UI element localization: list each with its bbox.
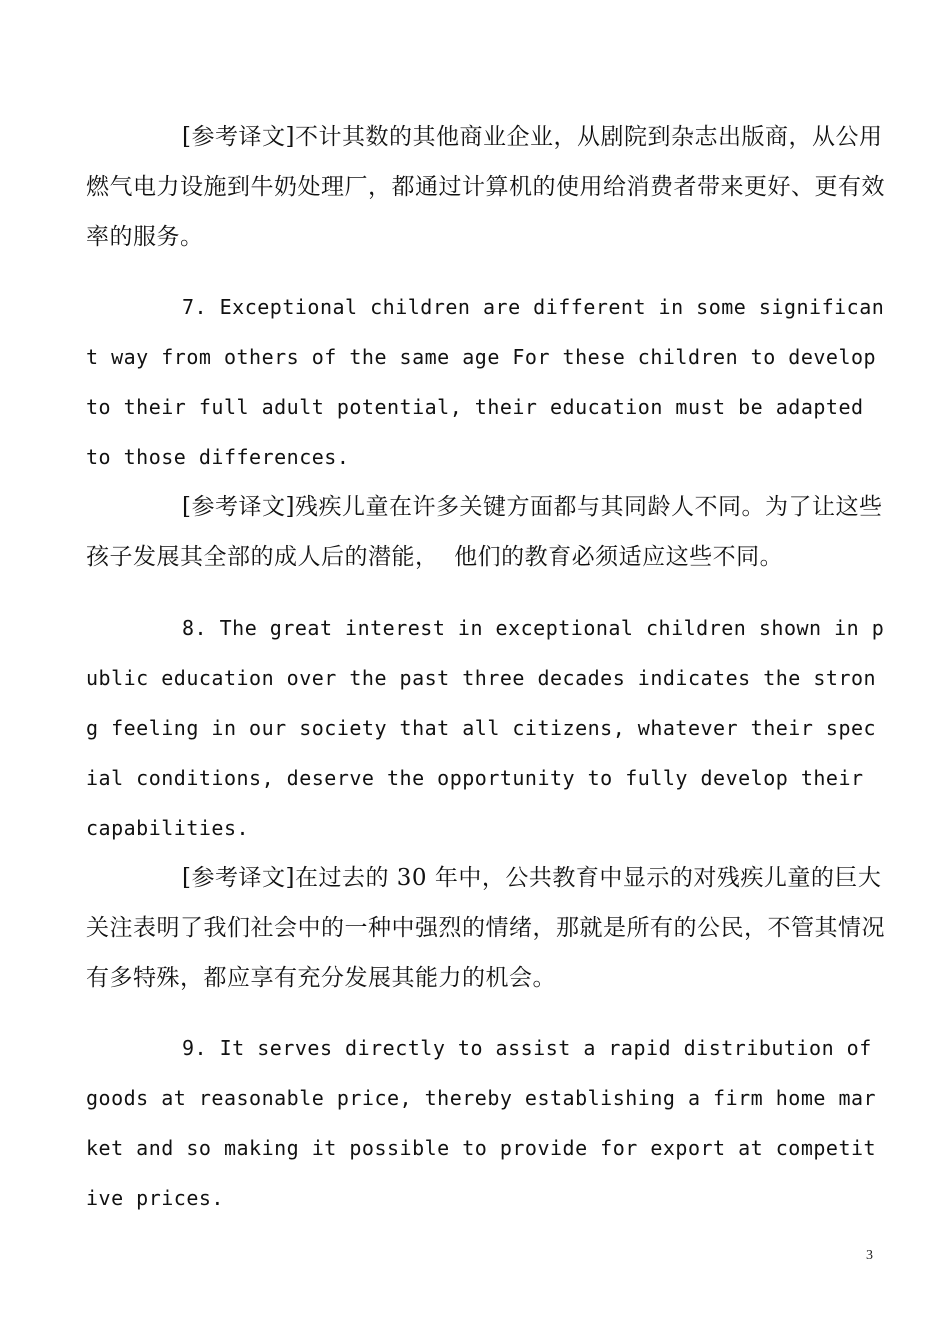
paragraph-text: 9. It serves directly to assist a rapid distribution of goods at reasonable price, thereby establishing a firm home market and so making it possible to provide for export at competitive prices. <box>86 1036 885 1210</box>
translation-paragraph-6 <box>86 112 886 262</box>
translation-paragraph-7 <box>86 482 886 582</box>
paragraph-text: 7. Exceptional children are different in some significant way from others of the same age For these children to develop to their full adult potential, their education must be adapted to those differences. <box>86 295 889 469</box>
paragraph-text: 8. The great interest in exceptional children shown in public education over the past three decades indicates the strong feeling in our society that all citizens, whatever their special conditions, deserve the opportunity to fully develop their capabilities. <box>86 616 885 840</box>
english-sentence-8 <box>86 603 886 853</box>
paragraph-text: [参考译文]残疾儿童在许多关键方面都与其同龄人不同。为了让这些孩子发展其全部的成人后的潜能， 他们的教育必须适应这些不同。 <box>86 494 883 570</box>
page-number: 3 <box>866 1248 873 1263</box>
translation-paragraph-8 <box>86 853 886 1003</box>
english-sentence-9 <box>86 1023 886 1223</box>
paragraph-text: [参考译文]在过去的 30 年中，公共教育中显示的对残疾儿童的巨大关注表明了我们社会中的一种中强烈的情绪，那就是所有的公民，不管其情况有多特殊，都应享有充分发展其能力的机会。 <box>86 865 885 991</box>
english-sentence-7 <box>86 282 889 482</box>
paragraph-text: [参考译文]不计其数的其他商业企业，从剧院到杂志出版商，从公用燃气电力设施到牛奶处理厂，都通过计算机的使用给消费者带来更好、更有效率的服务。 <box>86 124 885 250</box>
